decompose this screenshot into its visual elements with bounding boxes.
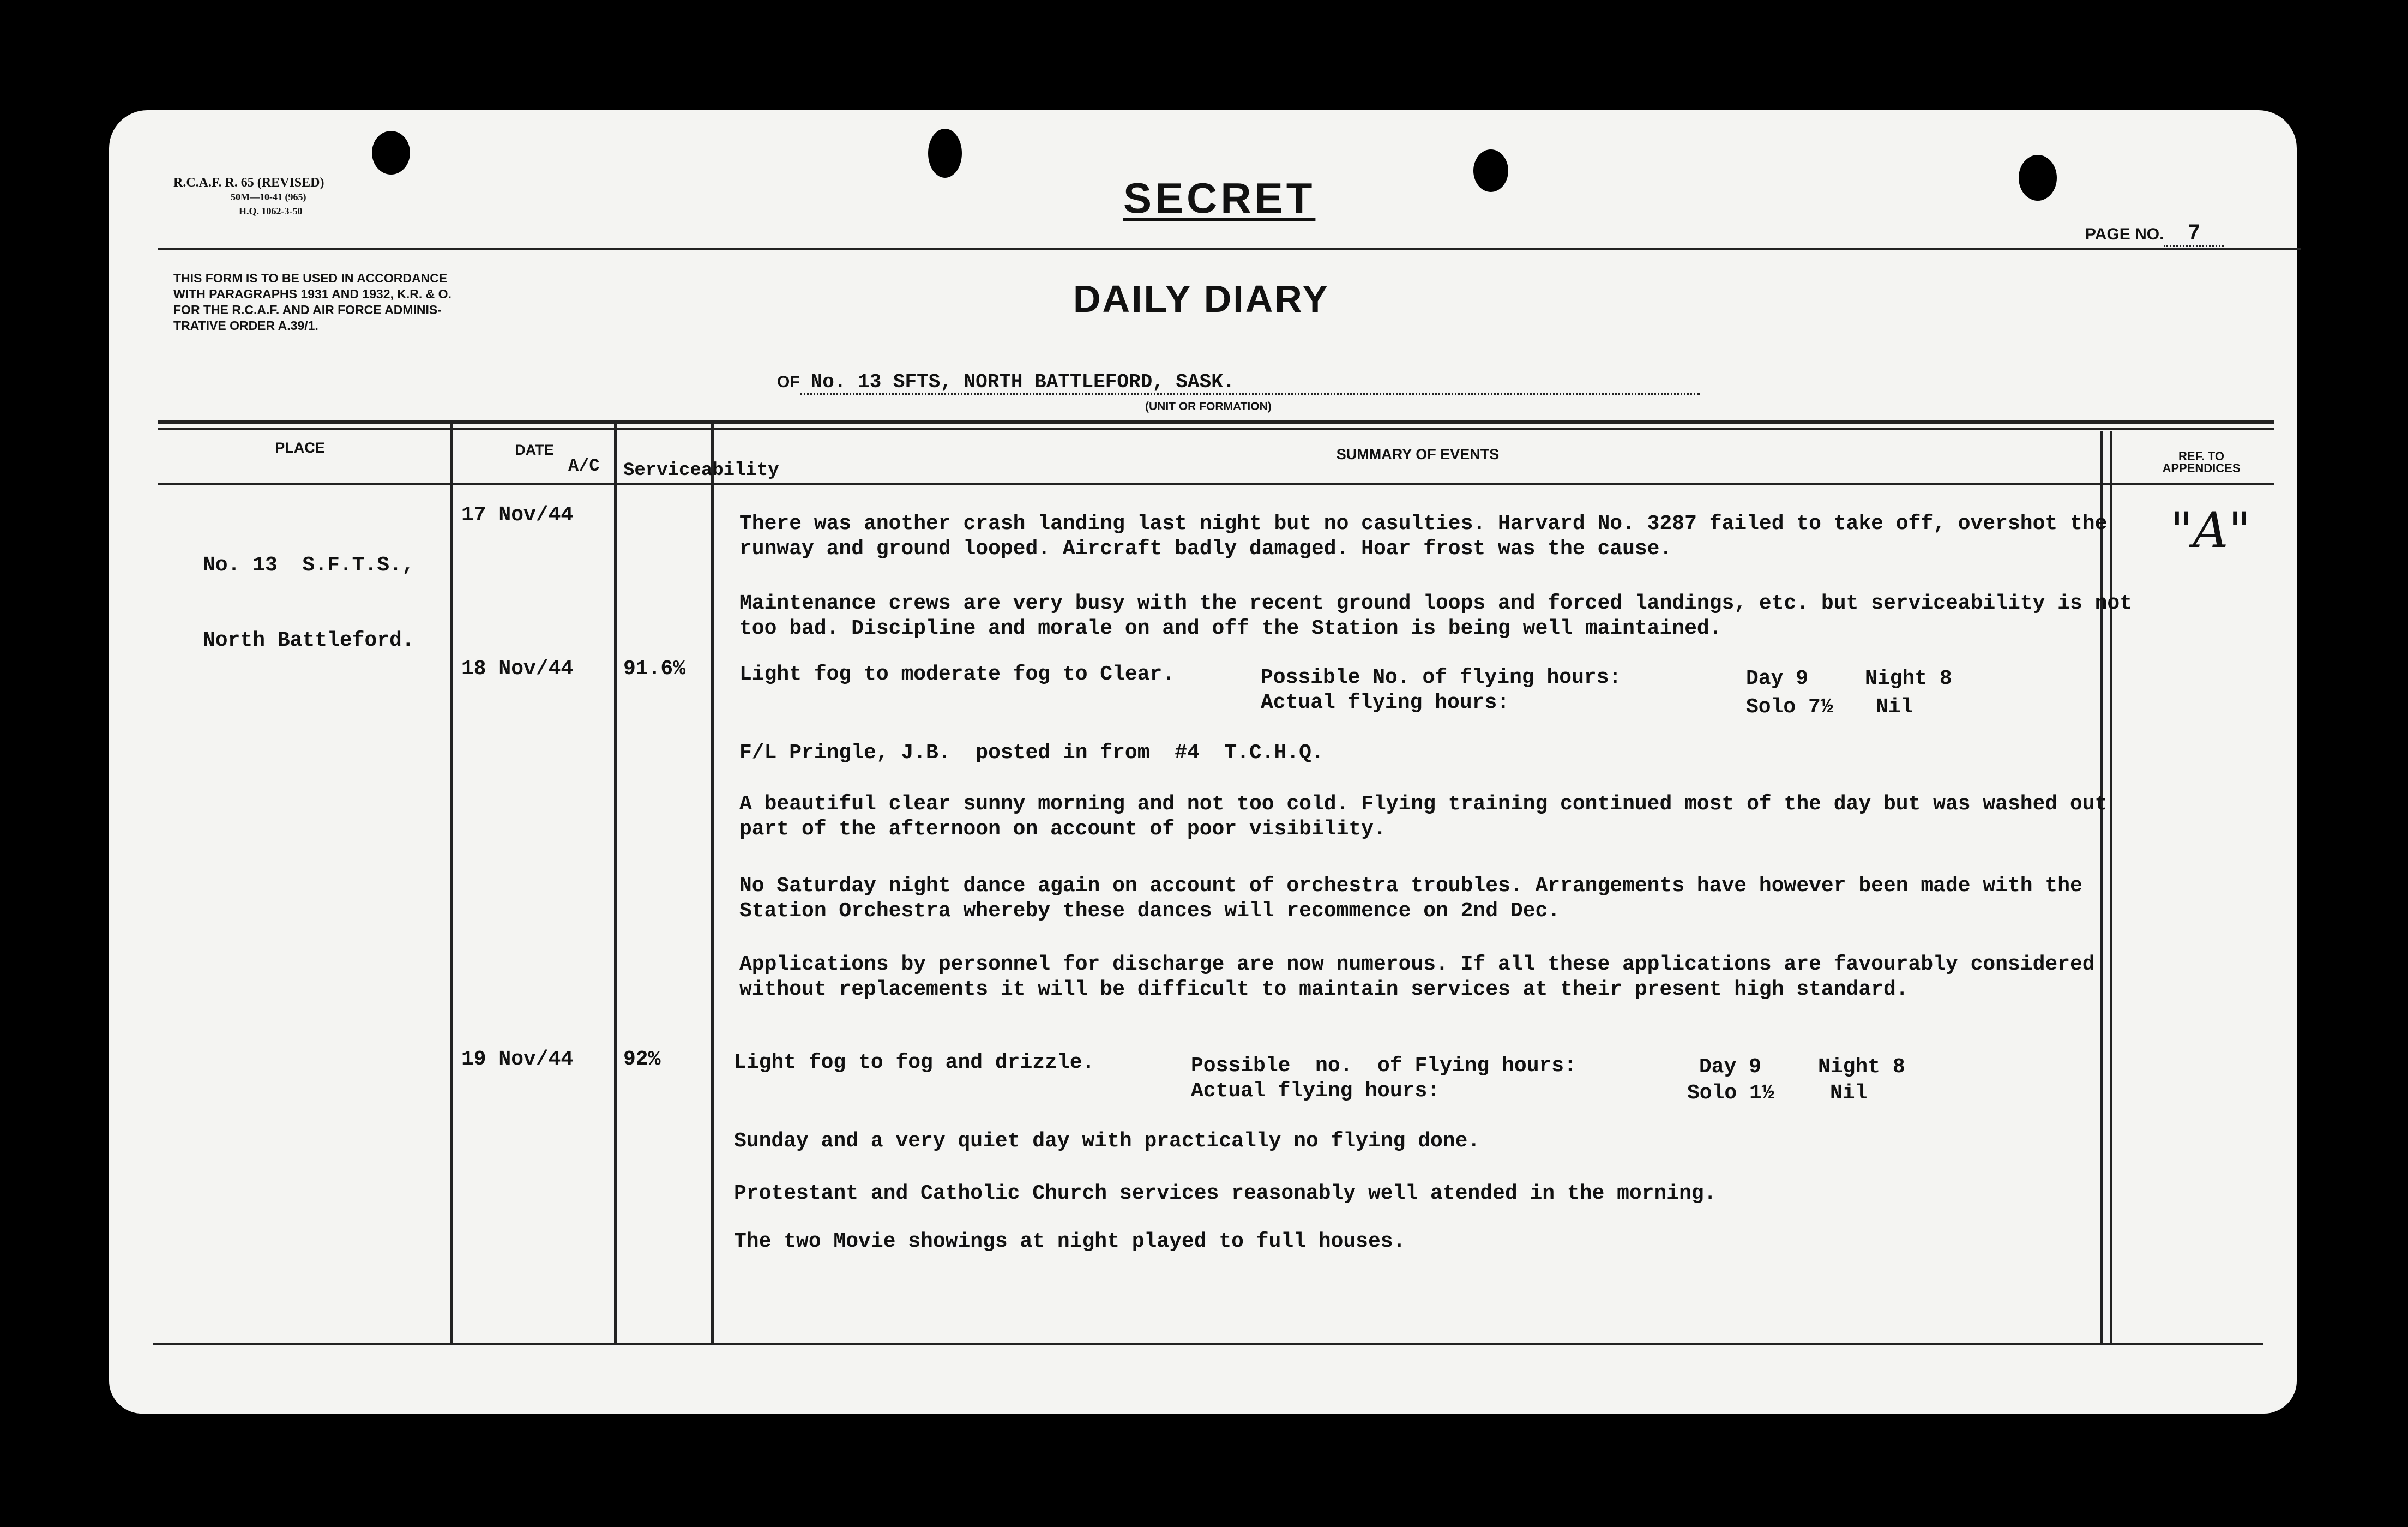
serviceability-value: 91.6% (623, 657, 686, 681)
form-code-line: H.Q. 1062-3-50 (239, 206, 303, 217)
appendix-ref-mark: "A" (2170, 502, 2251, 559)
entry-paragraph: Protestant and Catholic Church services reasonably well atended in the morning. (734, 1182, 1717, 1205)
possible-hours-label: Possible No. of flying hours: (1261, 666, 1622, 689)
place-cell (203, 503, 414, 678)
punch-hole (1473, 149, 1508, 192)
secret-stamp: SECRET (1123, 174, 1316, 222)
page-number-value: 7 (2164, 220, 2224, 247)
header-rule (158, 248, 2301, 250)
entry-paragraph: Sunday and a very quiet day with practically no flying done. (734, 1129, 1480, 1153)
page-number (2085, 220, 2224, 247)
possible-hours-label: Possible no. of Flying hours: (1191, 1054, 1576, 1078)
solo-hours: Solo 1½ (1687, 1081, 1774, 1105)
place-line: North Battleford. (203, 629, 414, 652)
entry-paragraph: A beautiful clear sunny morning and not too cold. Flying training continued most of the day but was washed out part of the afternoon on account of poor visibility. (739, 792, 2108, 841)
form-code-line: R.C.A.F. R. 65 (REVISED) (173, 176, 324, 190)
night-actual: Nil (1876, 695, 1913, 719)
entry-date: 18 Nov/44 (461, 657, 574, 681)
table-header-rule (158, 483, 2274, 485)
form-code-line: 50M—10-41 (965) (231, 191, 306, 202)
night-hours: Night 8 (1865, 667, 1952, 690)
of-label: OF (777, 373, 800, 391)
place-line: No. 13 S.F.T.S., (203, 554, 414, 577)
day-hours: Day 9 (1746, 667, 1809, 690)
column-header-serviceability: Serviceability (623, 460, 779, 481)
column-header-place: PLACE (275, 440, 325, 456)
column-divider (450, 421, 453, 1343)
weather: Light fog to fog and drizzle. (734, 1051, 1095, 1074)
solo-hours: Solo 7½ (1746, 695, 1833, 719)
column-header-summary: SUMMARY OF EVENTS (1336, 446, 1500, 462)
table-top-rule-2 (158, 428, 2274, 430)
punch-hole (928, 129, 962, 178)
notice-line: WITH PARAGRAPHS 1931 AND 1932, K.R. & O. (173, 287, 452, 301)
posting-note: F/L Pringle, J.B. posted in from #4 T.C.H.Q. (739, 741, 1324, 765)
column-header-ac: A/C (568, 456, 600, 476)
notice-line: TRATIVE ORDER A.39/1. (173, 318, 318, 333)
form-code (173, 176, 324, 218)
form-notice (173, 270, 588, 334)
page-label: PAGE NO. (2085, 225, 2164, 243)
actual-hours-label: Actual flying hours: (1261, 691, 1510, 714)
unit-value: No. 13 SFTS, NORTH BATTLEFORD, SASK. (800, 371, 1700, 395)
ref-header-line: APPENDICES (2162, 461, 2241, 475)
night-hours: Night 8 (1818, 1055, 1905, 1079)
night-actual: Nil (1830, 1081, 1868, 1105)
entry-paragraph: There was another crash landing last night but no casulties. Harvard No. 3287 failed to take off, overshot the runway and ground looped. Aircraft badly damaged. Hoar frost was the cause. (739, 512, 2108, 561)
punch-hole (2019, 155, 2057, 201)
column-header-date: DATE (515, 442, 554, 458)
entry-date: 19 Nov/44 (461, 1048, 574, 1071)
ref-header-line: REF. TO (2178, 449, 2224, 463)
column-divider (614, 421, 617, 1343)
notice-line: FOR THE R.C.A.F. AND AIR FORCE ADMINIS- (173, 303, 442, 317)
column-divider (711, 421, 714, 1343)
weather: Light fog to moderate fog to Clear. (739, 663, 1175, 686)
entry-paragraph: Applications by personnel for discharge are now numerous. If all these applications are favourably considered without replacements it will be difficult to maintain services at their present high standard. (739, 953, 2095, 1001)
page-title: DAILY DIARY (1073, 278, 1329, 320)
entry-paragraph: No Saturday night dance again on account of orchestra troubles. Arrangements have however been made with the Station Orchestra whereby these dances will recommence on 2nd Dec. (739, 874, 2082, 923)
unit-line (777, 371, 1700, 395)
entry-paragraph: Maintenance crews are very busy with the recent ground loops and forced landings, etc. but serviceability is not too bad. Discipline and morale on and off the Station is being well maintained. (739, 592, 2133, 640)
unit-caption: (UNIT OR FORMATION) (1145, 400, 1272, 413)
entry-date: 17 Nov/44 (461, 503, 574, 527)
punch-hole (372, 131, 410, 175)
day-hours: Day 9 (1699, 1055, 1762, 1079)
column-header-ref (2111, 450, 2291, 474)
table-bottom-rule (153, 1343, 2263, 1345)
entry-paragraph: The two Movie showings at night played to full houses. (734, 1230, 1406, 1253)
serviceability-value: 92% (623, 1048, 661, 1071)
table-top-rule (158, 420, 2274, 424)
notice-line: THIS FORM IS TO BE USED IN ACCORDANCE (173, 271, 448, 285)
actual-hours-label: Actual flying hours: (1191, 1079, 1440, 1103)
